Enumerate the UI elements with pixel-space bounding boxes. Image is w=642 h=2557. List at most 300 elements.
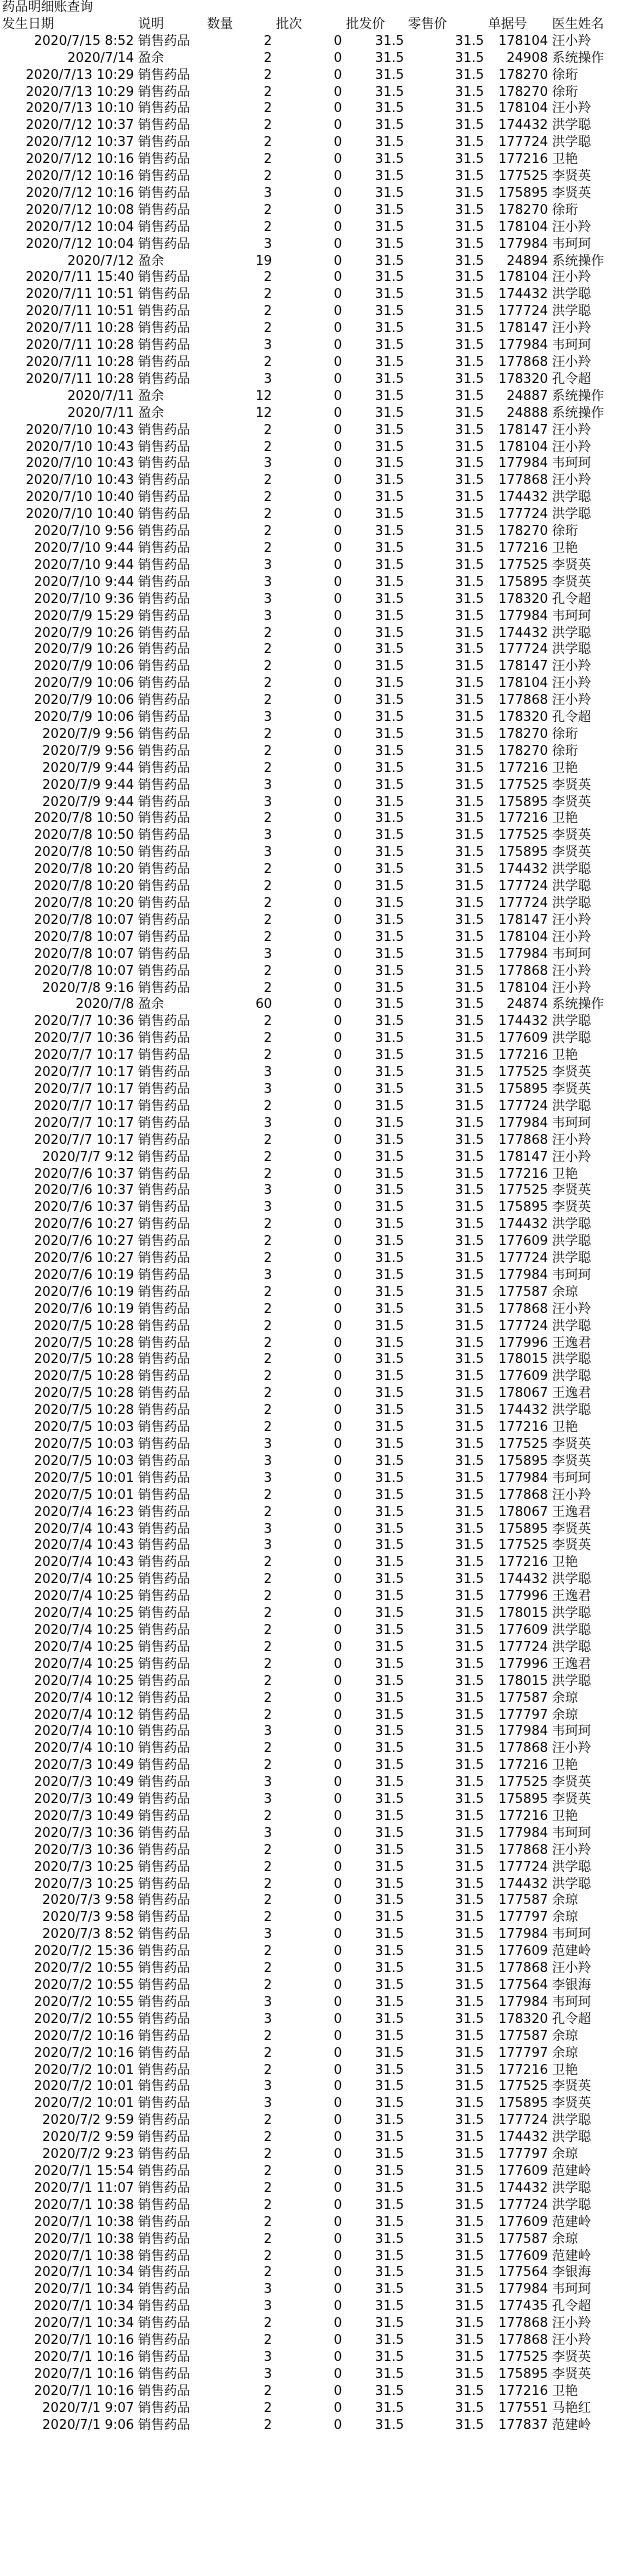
- row-qty: 2: [263, 1318, 272, 1334]
- row-wholesale: 31.5: [375, 1115, 404, 1131]
- row-retail: 31.5: [455, 777, 484, 793]
- row-retail: 31.5: [455, 1251, 484, 1267]
- row-doctor: 韦珂珂: [552, 1115, 592, 1131]
- row-doctor: 汪小羚: [552, 693, 592, 709]
- row-doctor: 洪学聪: [552, 1098, 592, 1114]
- row-date: 2020/7/6 10:19: [34, 1284, 134, 1300]
- row-docno: 177609: [498, 1622, 548, 1638]
- col-doctor-header: 医生姓名: [552, 16, 605, 32]
- row-docno: 178270: [498, 743, 548, 759]
- row-doctor: 洪学聪: [552, 1622, 592, 1638]
- row-docno: 177525: [498, 1775, 548, 1791]
- table-row: [0, 338, 642, 355]
- row-doctor: 洪学聪: [552, 879, 592, 895]
- row-wholesale: 31.5: [375, 2248, 404, 2264]
- row-qty: 2: [263, 1132, 272, 1148]
- row-desc: 销售药品: [138, 1183, 191, 1199]
- row-wholesale: 31.5: [375, 1690, 404, 1706]
- row-desc: 销售药品: [138, 1386, 191, 1402]
- row-date: 2020/7/9 10:26: [34, 642, 134, 658]
- row-doctor: 汪小羚: [552, 33, 592, 49]
- row-batch: 0: [333, 1301, 342, 1317]
- row-retail: 31.5: [455, 1081, 484, 1097]
- row-retail: 31.5: [455, 1910, 484, 1926]
- table-row: [0, 795, 642, 812]
- row-doctor: 李贤英: [552, 828, 592, 844]
- row-batch: 0: [333, 1420, 342, 1436]
- row-docno: 177984: [498, 1927, 548, 1943]
- row-wholesale: 31.5: [375, 1504, 404, 1520]
- row-docno: 177996: [498, 1656, 548, 1672]
- row-date: 2020/7/3 10:25: [34, 1876, 134, 1892]
- row-doctor: 卫艳: [552, 2062, 579, 2078]
- table-row: [0, 2079, 642, 2096]
- row-batch: 0: [333, 929, 342, 945]
- row-wholesale: 31.5: [375, 659, 404, 675]
- table-row: [0, 1572, 642, 1589]
- row-qty: 2: [263, 1961, 272, 1977]
- row-desc: 销售药品: [138, 760, 191, 776]
- row-desc: 销售药品: [138, 1031, 191, 1047]
- row-batch: 0: [333, 777, 342, 793]
- row-batch: 0: [333, 135, 342, 151]
- row-doctor: 徐珩: [552, 84, 579, 100]
- row-desc: 销售药品: [138, 1707, 191, 1723]
- row-desc: 销售药品: [138, 1521, 191, 1537]
- row-retail: 31.5: [455, 2180, 484, 2196]
- table-row: [0, 1775, 642, 1792]
- row-date: 2020/7/1 10:16: [34, 2366, 134, 2382]
- row-doctor: 洪学聪: [552, 1031, 592, 1047]
- row-doctor: 汪小羚: [552, 270, 592, 286]
- row-doctor: 韦珂珂: [552, 1994, 592, 2010]
- table-row: [0, 541, 642, 558]
- row-date: 2020/7/7 10:17: [34, 1132, 134, 1148]
- row-retail: 31.5: [455, 1048, 484, 1064]
- row-retail: 31.5: [455, 1639, 484, 1655]
- row-retail: 31.5: [455, 659, 484, 675]
- row-doctor: 范建岭: [552, 1944, 592, 1960]
- table-row: [0, 1065, 642, 1082]
- row-qty: 2: [263, 490, 272, 506]
- row-wholesale: 31.5: [375, 1944, 404, 1960]
- row-docno: 177868: [498, 1487, 548, 1503]
- table-row: [0, 626, 642, 643]
- row-wholesale: 31.5: [375, 253, 404, 269]
- row-retail: 31.5: [455, 2265, 484, 2281]
- table-row: [0, 1403, 642, 1420]
- table-row: [0, 879, 642, 896]
- row-wholesale: 31.5: [375, 33, 404, 49]
- row-date: 2020/7/2 10:16: [34, 2028, 134, 2044]
- row-batch: 0: [333, 1622, 342, 1638]
- row-qty: 2: [263, 1098, 272, 1114]
- row-qty: 2: [263, 202, 272, 218]
- row-batch: 0: [333, 980, 342, 996]
- row-batch: 0: [333, 896, 342, 912]
- row-qty: 2: [263, 304, 272, 320]
- row-batch: 0: [333, 355, 342, 371]
- row-retail: 31.5: [455, 2197, 484, 2213]
- table-row: [0, 1640, 642, 1657]
- row-batch: 0: [333, 1284, 342, 1300]
- row-doctor: 李贤英: [552, 1775, 592, 1791]
- row-doctor: 汪小羚: [552, 2316, 592, 2332]
- row-docno: 177797: [498, 1707, 548, 1723]
- table-row: [0, 1606, 642, 1623]
- row-docno: 177216: [498, 760, 548, 776]
- row-desc: 销售药品: [138, 1944, 191, 1960]
- row-doctor: 李贤英: [552, 794, 592, 810]
- row-batch: 0: [333, 152, 342, 168]
- row-desc: 销售药品: [138, 67, 191, 83]
- row-docno: 177216: [498, 1048, 548, 1064]
- row-docno: 177609: [498, 2163, 548, 2179]
- row-date: 2020/7/4 10:25: [34, 1622, 134, 1638]
- row-retail: 31.5: [455, 2163, 484, 2179]
- row-batch: 0: [333, 1132, 342, 1148]
- row-batch: 0: [333, 2163, 342, 2179]
- row-desc: 销售药品: [138, 862, 191, 878]
- row-qty: 3: [263, 1775, 272, 1791]
- row-qty: 2: [263, 2333, 272, 2349]
- row-qty: 2: [263, 422, 272, 438]
- row-qty: 2: [263, 896, 272, 912]
- row-doctor: 汪小羚: [552, 321, 592, 337]
- table-row: [0, 1961, 642, 1978]
- row-retail: 31.5: [455, 1031, 484, 1047]
- row-docno: 178147: [498, 1149, 548, 1165]
- row-batch: 0: [333, 557, 342, 573]
- row-desc: 销售药品: [138, 1538, 191, 1554]
- row-batch: 0: [333, 1149, 342, 1165]
- row-doctor: 李贤英: [552, 2366, 592, 2382]
- row-docno: 175895: [498, 845, 548, 861]
- row-qty: 2: [263, 1251, 272, 1267]
- row-qty: 2: [263, 287, 272, 303]
- row-doctor: 卫艳: [552, 1166, 579, 1182]
- row-doctor: 李贤英: [552, 1792, 592, 1808]
- row-desc: 销售药品: [138, 321, 191, 337]
- row-qty: 2: [263, 1758, 272, 1774]
- row-wholesale: 31.5: [375, 1639, 404, 1655]
- row-desc: 销售药品: [138, 1792, 191, 1808]
- table-row: [0, 558, 642, 575]
- row-docno: 177984: [498, 1115, 548, 1131]
- row-docno: 177984: [498, 456, 548, 472]
- ledger-body: [0, 34, 642, 2435]
- row-doctor: 卫艳: [552, 540, 579, 556]
- row-desc: 销售药品: [138, 1014, 191, 1030]
- row-wholesale: 31.5: [375, 811, 404, 827]
- row-date: 2020/7/8 9:16: [42, 980, 134, 996]
- row-retail: 31.5: [455, 1166, 484, 1182]
- row-docno: 175895: [498, 1081, 548, 1097]
- row-wholesale: 31.5: [375, 473, 404, 489]
- row-doctor: 洪学聪: [552, 1639, 592, 1655]
- row-wholesale: 31.5: [375, 2096, 404, 2112]
- row-doctor: 范建岭: [552, 2163, 592, 2179]
- row-docno: 24894: [506, 253, 548, 269]
- row-date: 2020/7/10 9:44: [34, 557, 134, 573]
- row-date: 2020/7/12 10:16: [25, 169, 134, 185]
- row-wholesale: 31.5: [375, 980, 404, 996]
- row-docno: 24874: [506, 997, 548, 1013]
- row-qty: 2: [263, 50, 272, 66]
- row-wholesale: 31.5: [375, 557, 404, 573]
- table-row: [0, 406, 642, 423]
- row-batch: 0: [333, 659, 342, 675]
- row-desc: 盈余: [138, 253, 165, 269]
- row-wholesale: 31.5: [375, 845, 404, 861]
- row-retail: 31.5: [455, 473, 484, 489]
- row-retail: 31.5: [455, 1690, 484, 1706]
- row-desc: 销售药品: [138, 2417, 191, 2433]
- table-row: [0, 1843, 642, 1860]
- row-desc: 销售药品: [138, 1741, 191, 1757]
- row-qty: 2: [263, 1420, 272, 1436]
- row-wholesale: 31.5: [375, 1284, 404, 1300]
- row-date: 2020/7/8 10:20: [34, 862, 134, 878]
- row-docno: 178067: [498, 1386, 548, 1402]
- row-batch: 0: [333, 1724, 342, 1740]
- table-row: [0, 1910, 642, 1927]
- table-row: [0, 1369, 642, 1386]
- row-qty: 2: [263, 270, 272, 286]
- table-row: [0, 1724, 642, 1741]
- row-retail: 31.5: [455, 2147, 484, 2163]
- row-doctor: 系统操作: [552, 50, 605, 66]
- table-row: [0, 2418, 642, 2435]
- row-wholesale: 31.5: [375, 1842, 404, 1858]
- row-desc: 销售药品: [138, 743, 191, 759]
- row-qty: 2: [263, 101, 272, 117]
- row-date: 2020/7/12 10:04: [25, 219, 134, 235]
- table-row: [0, 1386, 642, 1403]
- row-wholesale: 31.5: [375, 1910, 404, 1926]
- row-date: 2020/7/4 10:25: [34, 1606, 134, 1622]
- table-row: [0, 254, 642, 271]
- row-wholesale: 31.5: [375, 1437, 404, 1453]
- row-batch: 0: [333, 422, 342, 438]
- row-qty: 2: [263, 963, 272, 979]
- row-retail: 31.5: [455, 1555, 484, 1571]
- row-batch: 0: [333, 1910, 342, 1926]
- row-docno: 178067: [498, 1504, 548, 1520]
- row-docno: 177609: [498, 1369, 548, 1385]
- row-retail: 31.5: [455, 1420, 484, 1436]
- row-retail: 31.5: [455, 1758, 484, 1774]
- row-docno: 178104: [498, 439, 548, 455]
- row-wholesale: 31.5: [375, 1234, 404, 1250]
- row-desc: 销售药品: [138, 1504, 191, 1520]
- row-batch: 0: [333, 1453, 342, 1469]
- row-wholesale: 31.5: [375, 1961, 404, 1977]
- row-batch: 0: [333, 1031, 342, 1047]
- row-wholesale: 31.5: [375, 338, 404, 354]
- row-docno: 177216: [498, 1758, 548, 1774]
- row-desc: 销售药品: [138, 33, 191, 49]
- row-date: 2020/7/8 10:07: [34, 946, 134, 962]
- row-doctor: 王逸君: [552, 1656, 592, 1672]
- row-docno: 177724: [498, 507, 548, 523]
- row-batch: 0: [333, 997, 342, 1013]
- row-wholesale: 31.5: [375, 388, 404, 404]
- row-qty: 3: [263, 1994, 272, 2010]
- row-batch: 0: [333, 1673, 342, 1689]
- row-desc: 销售药品: [138, 1758, 191, 1774]
- row-desc: 盈余: [138, 997, 165, 1013]
- row-desc: 销售药品: [138, 2282, 191, 2298]
- row-qty: 2: [263, 2214, 272, 2230]
- row-qty: 2: [263, 1842, 272, 1858]
- row-docno: 174432: [498, 2180, 548, 2196]
- row-doctor: 卫艳: [552, 1048, 579, 1064]
- row-wholesale: 31.5: [375, 524, 404, 540]
- row-desc: 销售药品: [138, 1352, 191, 1368]
- row-qty: 2: [263, 540, 272, 556]
- row-qty: 3: [263, 2366, 272, 2382]
- row-batch: 0: [333, 2231, 342, 2247]
- row-docno: 177564: [498, 1978, 548, 1994]
- row-date: 2020/7/12: [67, 253, 134, 269]
- row-qty: 2: [263, 2147, 272, 2163]
- row-batch: 0: [333, 1792, 342, 1808]
- row-desc: 销售药品: [138, 1876, 191, 1892]
- table-row: [0, 1995, 642, 2012]
- row-wholesale: 31.5: [375, 2265, 404, 2281]
- row-wholesale: 31.5: [375, 794, 404, 810]
- row-desc: 销售药品: [138, 1048, 191, 1064]
- row-wholesale: 31.5: [375, 1267, 404, 1283]
- row-qty: 2: [263, 524, 272, 540]
- row-wholesale: 31.5: [375, 2316, 404, 2332]
- row-wholesale: 31.5: [375, 1149, 404, 1165]
- table-row: [0, 118, 642, 135]
- row-date: 2020/7/2 10:55: [34, 1994, 134, 2010]
- row-wholesale: 31.5: [375, 1808, 404, 1824]
- row-doctor: 汪小羚: [552, 1149, 592, 1165]
- row-wholesale: 31.5: [375, 2113, 404, 2129]
- row-docno: 177797: [498, 2147, 548, 2163]
- row-retail: 31.5: [455, 1673, 484, 1689]
- row-retail: 31.5: [455, 338, 484, 354]
- row-desc: 销售药品: [138, 1978, 191, 1994]
- table-row: [0, 964, 642, 981]
- row-batch: 0: [333, 2333, 342, 2349]
- row-docno: 174432: [498, 118, 548, 134]
- row-qty: 2: [263, 1673, 272, 1689]
- row-retail: 31.5: [455, 2366, 484, 2382]
- row-desc: 销售药品: [138, 2197, 191, 2213]
- row-date: 2020/7/11: [67, 405, 134, 421]
- table-row: [0, 930, 642, 947]
- row-doctor: 李贤英: [552, 1521, 592, 1537]
- table-row: [0, 828, 642, 845]
- row-doctor: 余琼: [552, 1707, 579, 1723]
- row-date: 2020/7/4 10:43: [34, 1538, 134, 1554]
- row-docno: 177724: [498, 2197, 548, 2213]
- row-batch: 0: [333, 287, 342, 303]
- row-desc: 销售药品: [138, 118, 191, 134]
- row-wholesale: 31.5: [375, 1707, 404, 1723]
- row-docno: 177984: [498, 608, 548, 624]
- table-row: [0, 2384, 642, 2401]
- row-qty: 2: [263, 726, 272, 742]
- row-qty: 2: [263, 1014, 272, 1030]
- row-retail: 31.5: [455, 794, 484, 810]
- row-qty: 2: [263, 1572, 272, 1588]
- row-qty: 3: [263, 777, 272, 793]
- row-retail: 31.5: [455, 507, 484, 523]
- row-wholesale: 31.5: [375, 896, 404, 912]
- row-doctor: 汪小羚: [552, 473, 592, 489]
- row-date: 2020/7/2 15:36: [34, 1944, 134, 1960]
- table-row: [0, 1302, 642, 1319]
- row-docno: 177868: [498, 2316, 548, 2332]
- row-docno: 24888: [506, 405, 548, 421]
- row-qty: 3: [263, 1470, 272, 1486]
- row-wholesale: 31.5: [375, 405, 404, 421]
- row-docno: 177868: [498, 2333, 548, 2349]
- row-batch: 0: [333, 2130, 342, 2146]
- row-desc: 销售药品: [138, 1115, 191, 1131]
- row-retail: 31.5: [455, 963, 484, 979]
- row-retail: 31.5: [455, 557, 484, 573]
- row-qty: 2: [263, 2163, 272, 2179]
- row-doctor: 徐珩: [552, 524, 579, 540]
- row-batch: 0: [333, 507, 342, 523]
- row-date: 2020/7/5 10:28: [34, 1335, 134, 1351]
- table-row: [0, 1674, 642, 1691]
- row-retail: 31.5: [455, 1149, 484, 1165]
- row-date: 2020/7/5 10:03: [34, 1453, 134, 1469]
- row-desc: 销售药品: [138, 338, 191, 354]
- row-qty: 2: [263, 1487, 272, 1503]
- row-desc: 销售药品: [138, 625, 191, 641]
- row-retail: 31.5: [455, 1284, 484, 1300]
- row-batch: 0: [333, 253, 342, 269]
- row-qty: 2: [263, 1555, 272, 1571]
- row-desc: 销售药品: [138, 1589, 191, 1605]
- row-desc: 销售药品: [138, 896, 191, 912]
- table-row: [0, 1555, 642, 1572]
- row-docno: 177724: [498, 1098, 548, 1114]
- row-qty: 2: [263, 118, 272, 134]
- row-desc: 销售药品: [138, 574, 191, 590]
- row-docno: 24908: [506, 50, 548, 66]
- row-retail: 31.5: [455, 1369, 484, 1385]
- row-qty: 3: [263, 591, 272, 607]
- row-batch: 0: [333, 2316, 342, 2332]
- row-qty: 2: [263, 1639, 272, 1655]
- row-docno: 178104: [498, 101, 548, 117]
- row-retail: 31.5: [455, 439, 484, 455]
- row-date: 2020/7/8 10:20: [34, 896, 134, 912]
- row-batch: 0: [333, 1352, 342, 1368]
- row-desc: 销售药品: [138, 1825, 191, 1841]
- row-retail: 31.5: [455, 1741, 484, 1757]
- row-date: 2020/7/3 10:49: [34, 1775, 134, 1791]
- row-date: 2020/7/4 10:25: [34, 1572, 134, 1588]
- table-row: [0, 355, 642, 372]
- row-desc: 销售药品: [138, 676, 191, 692]
- row-wholesale: 31.5: [375, 1825, 404, 1841]
- row-retail: 31.5: [455, 1927, 484, 1943]
- row-wholesale: 31.5: [375, 929, 404, 945]
- row-docno: 177587: [498, 1893, 548, 1909]
- table-row: [0, 287, 642, 304]
